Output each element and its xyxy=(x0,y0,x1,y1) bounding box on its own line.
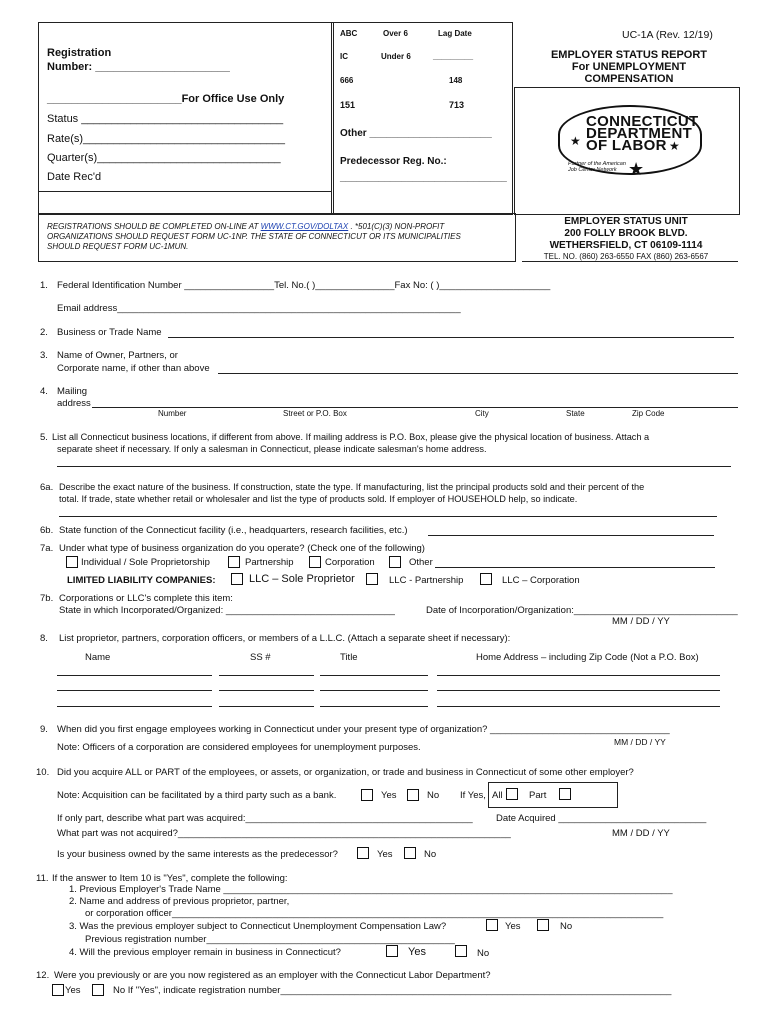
q5-number: 5. xyxy=(40,432,48,443)
q4-col-number: Number xyxy=(158,409,187,418)
q8-col-ss: SS # xyxy=(250,652,271,663)
corporation-label: Corporation xyxy=(325,557,375,568)
notice-line1 xyxy=(47,222,444,231)
q6b-number: 6b. xyxy=(40,525,54,536)
q10-note: Note: Acquisition can be facilitated by a third party such as a bank. xyxy=(57,790,337,801)
office-use-label: ______________________For Office Use Only xyxy=(47,93,285,105)
q10-if-yes-label: If Yes, xyxy=(460,790,486,801)
notice-text2: . *501(C)(3) NON-PROFIT xyxy=(348,222,445,231)
star-icon: ★ xyxy=(669,139,680,153)
q4-field[interactable] xyxy=(92,407,738,408)
q10-not-acquired-field[interactable]: What part was not acquired?_______________________________________________________________ xyxy=(57,828,511,839)
q10-all-label: All xyxy=(492,790,503,801)
form-title-line3: COMPENSATION xyxy=(584,73,674,85)
q2-field[interactable] xyxy=(168,337,734,338)
other-field[interactable] xyxy=(435,567,715,568)
q4-col-state: State xyxy=(566,409,585,418)
q11-remain-yes-label: Yes xyxy=(408,946,426,958)
code-lag-date: Lag Date xyxy=(438,29,472,38)
partnership-checkbox[interactable] xyxy=(228,556,240,568)
predecessor-field[interactable]: ______________________________ xyxy=(340,172,507,183)
q8-title-field[interactable] xyxy=(320,675,428,676)
q3-field[interactable] xyxy=(218,373,738,374)
q3-label1: Name of Owner, Partners, or xyxy=(57,350,178,361)
doltax-link[interactable]: WWW.CT.GOV/DOLTAX xyxy=(260,222,349,231)
q6b-field[interactable] xyxy=(428,535,714,536)
star-icon: ★ xyxy=(570,134,581,148)
q1-number: 1. xyxy=(40,280,48,291)
llc-partnership-checkbox[interactable] xyxy=(366,573,378,585)
q11-officer-field[interactable]: or corporation officer_____________________________________________________________________________________________ xyxy=(85,908,664,919)
form-title-line2: For UNEMPLOYMENT xyxy=(571,61,687,73)
code-151: 151 xyxy=(340,100,356,110)
q10-date-acquired-field[interactable]: Date Acquired ____________________________ xyxy=(496,813,707,824)
logo-line3: OF LABOR xyxy=(586,137,667,154)
q8-address-field[interactable] xyxy=(437,690,720,691)
notice-text1: REGISTRATIONS SHOULD BE COMPLETED ON-LINE AT xyxy=(47,222,261,231)
q11-remain-yes-checkbox[interactable] xyxy=(386,945,398,957)
q6a-line1: Describe the exact nature of the business. If construction, state the type. If manufacturing, list the principal products sold and their percent of the xyxy=(59,482,645,492)
q7b-label1: Corporations or LLC's complete this item: xyxy=(59,593,233,604)
corporation-checkbox[interactable] xyxy=(309,556,321,568)
q10-number: 10. xyxy=(36,767,50,778)
llc-label: LIMITED LIABILITY COMPANIES: xyxy=(67,575,216,586)
q1-fein-tel-fax-field[interactable]: Federal Identification Number _________________Tel. No.( )_______________Fax No: ( )_____________________ xyxy=(57,280,551,291)
q9-date-format: MM / DD / YY xyxy=(614,737,666,747)
q11-trade-name-field[interactable]: 1. Previous Employer's Trade Name _____________________________________________________________________________________ xyxy=(69,884,673,895)
code-abc: ABC xyxy=(340,29,358,38)
q11-item2-label: 2. Name and address of previous proprietor, partner, xyxy=(69,896,290,907)
codes-frame xyxy=(331,22,513,215)
q2-number: 2. xyxy=(40,327,48,338)
q7b-number: 7b. xyxy=(40,593,54,604)
q10-date-format: MM / DD / YY xyxy=(612,828,670,839)
q7a-number: 7a. xyxy=(40,543,54,554)
q11-subject-no-checkbox[interactable] xyxy=(537,919,549,931)
q11-prev-reg-field[interactable]: Previous registration number_______________________________________________ xyxy=(85,934,455,945)
q9-number: 9. xyxy=(40,724,48,735)
q8-col-name: Name xyxy=(85,652,111,663)
form-title-line1: EMPLOYER STATUS REPORT xyxy=(550,49,708,61)
llc-sole-checkbox[interactable] xyxy=(231,573,243,585)
code-over6: Over 6 xyxy=(383,29,408,38)
q11-remain-no-label: No xyxy=(477,948,490,959)
status-field[interactable]: Status _________________________________ xyxy=(47,113,284,125)
q4-col-street: Street or P.O. Box xyxy=(283,409,347,418)
q6b-label: State function of the Connecticut facility (i.e., headquarters, research facilities, etc.) xyxy=(59,525,408,536)
q10-part-label: Part xyxy=(529,790,547,801)
q4-col-city: City xyxy=(475,409,489,418)
q6a-field[interactable] xyxy=(59,516,717,517)
registration-number-field[interactable]: Number: ______________________ xyxy=(47,61,230,73)
q8-name-field[interactable] xyxy=(57,706,212,707)
q12-no-checkbox[interactable] xyxy=(92,984,104,996)
other-field[interactable]: Other ______________________ xyxy=(340,128,492,139)
q10-part-acquired-field[interactable]: If only part, describe what part was acquired:___________________________________________ xyxy=(57,813,473,824)
q8-title-field[interactable] xyxy=(320,706,428,707)
q5-field[interactable] xyxy=(57,466,731,467)
rates-field[interactable]: Rate(s)_________________________________ xyxy=(47,133,285,145)
individual-label: Individual / Sole Proprietorship xyxy=(81,557,210,568)
q10-owned-yes-checkbox[interactable] xyxy=(357,847,369,859)
code-lag-blank[interactable]: _________ xyxy=(433,52,474,61)
q8-name-field[interactable] xyxy=(57,675,212,676)
unit-tel-fax: TEL. NO. (860) 263-6550 FAX (860) 263-6567 xyxy=(543,252,709,261)
q1-email-field[interactable]: Email address_________________________________________________________________ xyxy=(57,303,461,314)
q10-owned-label: Is your business owned by the same interests as the predecessor? xyxy=(57,849,338,860)
unit-underline xyxy=(522,261,738,262)
q11-item4-label: 4. Will the previous employer remain in business in Connecticut? xyxy=(69,947,341,958)
unit-line3: WETHERSFIELD, CT 06109-1114 xyxy=(549,240,703,251)
q6a-number: 6a. xyxy=(40,482,54,493)
q2-label: Business or Trade Name xyxy=(57,327,162,338)
q8-label: List proprietor, partners, corporation officers, or members of a L.L.C. (Attach a separate sheet if necessary): xyxy=(59,633,511,644)
registration-label: Registration xyxy=(47,47,112,59)
q10-owned-yes-label: Yes xyxy=(377,849,393,860)
q11-subject-yes-checkbox[interactable] xyxy=(486,919,498,931)
code-666: 666 xyxy=(340,76,354,85)
q11-subject-yes-label: Yes xyxy=(505,921,521,932)
q7b-state-field[interactable]: State in which Incorporated/Organized: ________________________________ xyxy=(59,605,395,616)
unit-line1: EMPLOYER STATUS UNIT xyxy=(564,216,688,227)
q10-yes-checkbox[interactable] xyxy=(361,789,373,801)
q8-number: 8. xyxy=(40,633,48,644)
q3-number: 3. xyxy=(40,350,48,361)
q8-col-address: Home Address – including Zip Code (Not a P.O. Box) xyxy=(476,652,699,663)
notice-line3: SHOULD REQUEST FORM UC-1MUN. xyxy=(47,242,189,251)
logo-line2: DEPARTMENT xyxy=(586,125,693,142)
llc-corporation-label: LLC – Corporation xyxy=(502,575,580,586)
q10-owned-no-checkbox[interactable] xyxy=(404,847,416,859)
q4-col-zip: Zip Code xyxy=(632,409,665,418)
code-713: 713 xyxy=(449,100,465,110)
q4-label2: address xyxy=(57,398,91,409)
q8-col-title: Title xyxy=(340,652,358,663)
q11-remain-no-checkbox[interactable] xyxy=(455,945,467,957)
q7a-label: Under what type of business organization do you operate? (Check one of the following) xyxy=(59,543,425,554)
q10-part-checkbox[interactable] xyxy=(559,788,571,800)
llc-sole-label: LLC – Sole Proprietor xyxy=(249,573,355,585)
star-icon: ★ xyxy=(628,159,645,179)
partnership-label: Partnership xyxy=(245,557,294,568)
q4-label1: Mailing xyxy=(57,386,88,397)
q12-yes-label: Yes xyxy=(65,985,81,996)
q9-note: Note: Officers of a corporation are considered employees for unemployment purposes. xyxy=(57,742,421,753)
q10-no-checkbox[interactable] xyxy=(407,789,419,801)
q7b-date-format: MM / DD / YY xyxy=(612,616,670,627)
q5-line2: separate sheet if necessary. If only a salesman in Connecticut, please indicate salesman's home address. xyxy=(57,444,487,454)
q8-address-field[interactable] xyxy=(437,706,720,707)
unit-line2: 200 FOLLY BROOK BLVD. xyxy=(564,228,688,239)
predecessor-label: Predecessor Reg. No.: xyxy=(340,156,447,167)
q12-yes-checkbox[interactable] xyxy=(52,984,64,996)
quarters-field[interactable]: Quarter(s)______________________________ xyxy=(47,152,281,164)
notice-line2: ORGANIZATIONS SHOULD REQUEST FORM UC-1NP. THE STATE OF CONNECTICUT OR ITS MUNICIPALITIES xyxy=(47,232,461,241)
q10-owned-no-label: No xyxy=(424,849,437,860)
form-id: UC-1A (Rev. 12/19) xyxy=(622,29,713,41)
q6a-line2: total. If trade, state whether retail or wholesaler and list the type of products sold. If employer of HOUSEHOLD help, so indicate. xyxy=(59,494,578,504)
q11-item3-label: 3. Was the previous employer subject to Connecticut Unemployment Compensation Law? xyxy=(69,921,447,932)
q5-line1: List all Connecticut business locations, if different from above. If mailing address is P.O. Box, please give the physical location of business. Attach a xyxy=(52,432,650,442)
ct-dol-logo xyxy=(556,103,706,183)
code-under6: Under 6 xyxy=(381,52,411,61)
q10-no-label: No xyxy=(427,790,440,801)
q9-field[interactable]: When did you first engage employees working in Connecticut under your present type of organization? __________________________________ xyxy=(57,724,670,735)
q11-label: If the answer to Item 10 is "Yes", complete the following: xyxy=(52,873,288,884)
q3-label2: Corporate name, if other than above xyxy=(57,363,210,374)
q8-ss-field[interactable] xyxy=(219,690,314,691)
other-checkbox[interactable] xyxy=(389,556,401,568)
header-divider xyxy=(38,191,332,192)
q12-registration-field[interactable]: No If "Yes", indicate registration number__________________________________________________________________________ xyxy=(113,985,672,996)
date-recd-field[interactable]: Date Rec'd xyxy=(47,171,102,183)
q12-label: Were you previously or are you now registered as an employer with the Connecticut Labor Department? xyxy=(54,970,491,981)
q11-subject-no-label: No xyxy=(560,921,573,932)
q8-address-field[interactable] xyxy=(437,675,720,676)
individual-checkbox[interactable] xyxy=(66,556,78,568)
q10-yes-label: Yes xyxy=(381,790,397,801)
q7b-date-field[interactable]: Date of Incorporation/Organization:_______________________________ xyxy=(426,605,738,616)
q4-number: 4. xyxy=(40,386,48,397)
q11-number: 11. xyxy=(36,873,49,884)
q10-all-checkbox[interactable] xyxy=(506,788,518,800)
code-148: 148 xyxy=(449,76,463,85)
code-ic: IC xyxy=(340,52,348,61)
logo-line1: CONNECTICUT xyxy=(586,113,699,130)
q8-ss-field[interactable] xyxy=(219,675,314,676)
logo-tagline1: Partner of the American xyxy=(568,161,626,167)
q8-name-field[interactable] xyxy=(57,690,212,691)
other-label: Other xyxy=(409,557,433,568)
llc-corporation-checkbox[interactable] xyxy=(480,573,492,585)
q8-title-field[interactable] xyxy=(320,690,428,691)
q8-ss-field[interactable] xyxy=(219,706,314,707)
llc-partnership-label: LLC - Partnership xyxy=(389,575,464,586)
logo-tagline2: Job Center Network xyxy=(568,167,617,173)
q10-label: Did you acquire ALL or PART of the employees, or assets, or organization, or trade and business in Connecticut of some other employer? xyxy=(57,767,634,778)
q12-number: 12. xyxy=(36,970,50,981)
